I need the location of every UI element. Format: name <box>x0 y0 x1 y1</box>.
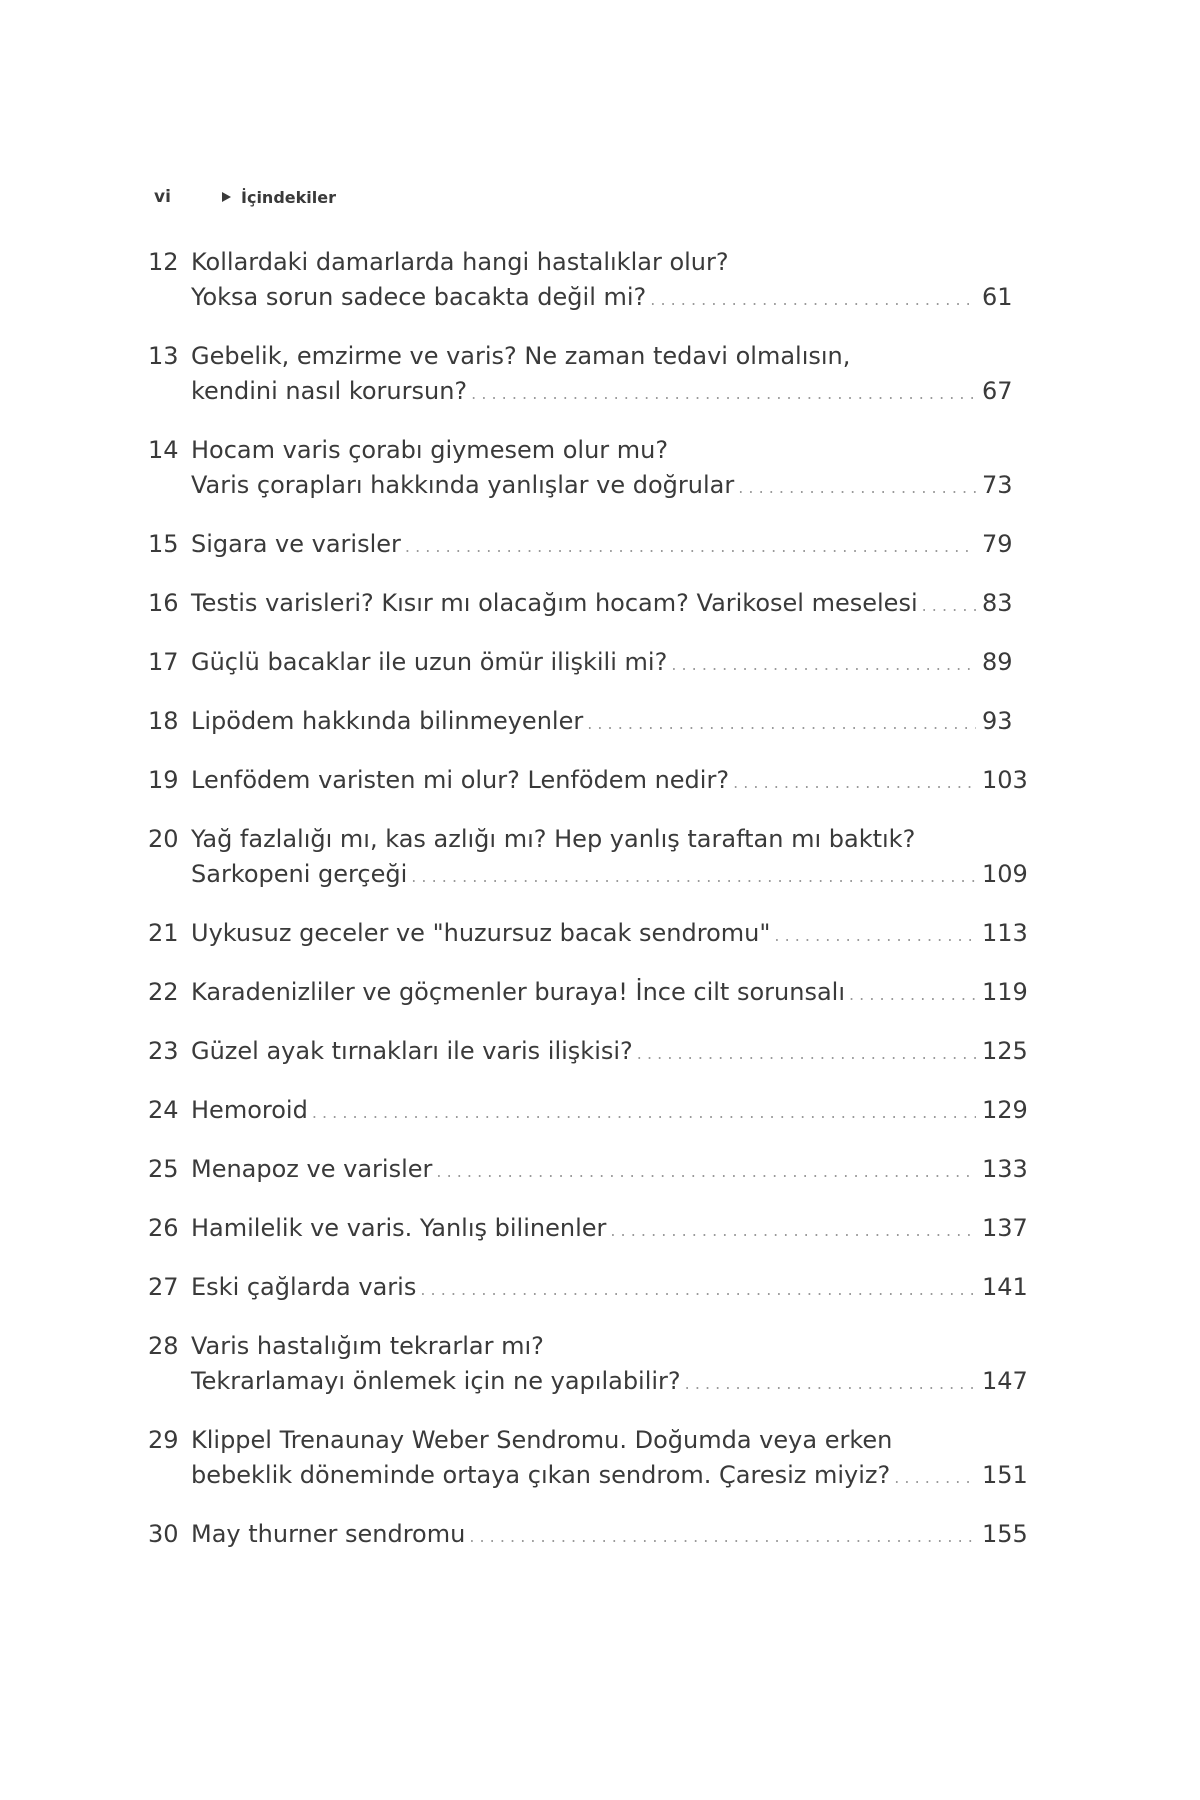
chapter-title-text: Lenfödem varisten mi olur? Lenfödem nedir? <box>191 766 730 794</box>
chapter-title-text: Güzel ayak tırnakları ile varis ilişkisi? <box>191 1037 633 1065</box>
dot-leader <box>894 1460 976 1495</box>
chapter-title-text: bebeklik döneminde ortaya çıkan sendrom. Çaresiz miyiz? <box>191 1461 891 1489</box>
page-number: 147 <box>982 1367 1028 1395</box>
chapter-title-line <box>191 975 1034 1012</box>
chapter-title-block <box>191 763 1034 800</box>
page-folio: vi <box>154 187 171 207</box>
chapter-title-text: May thurner sendromu <box>191 1520 466 1548</box>
chapter-number: 23 <box>148 1037 179 1065</box>
chapter-number: 27 <box>148 1273 179 1301</box>
chapter-title-text: Klippel Trenaunay Weber Sendromu. Doğumda veya erken <box>191 1426 893 1454</box>
page-number: 83 <box>982 589 1013 617</box>
toc-entry[interactable] <box>148 1152 1034 1189</box>
chapter-title-block <box>191 822 1034 894</box>
chapter-title-text: Sarkopeni gerçeği <box>191 860 408 888</box>
dot-leader <box>774 918 976 953</box>
chapter-title-line <box>191 704 1034 741</box>
chapter-title-block <box>191 527 1034 564</box>
chapter-title-line <box>191 1211 1034 1248</box>
chapter-title-line <box>191 586 1034 623</box>
chapter-title-line <box>191 1034 1034 1071</box>
chapter-number: 24 <box>148 1096 179 1124</box>
chapter-title-block <box>191 1152 1034 1189</box>
chapter-title-text: Menapoz ve varisler <box>191 1155 433 1183</box>
chapter-title-text: Testis varisleri? Kısır mı olacağım hocam? Varikosel meselesi <box>191 589 918 617</box>
chapter-title-block <box>191 916 1034 953</box>
toc-entry[interactable] <box>148 763 1034 800</box>
chapter-number: 28 <box>148 1332 179 1360</box>
page-number: 129 <box>982 1096 1028 1124</box>
toc-entry[interactable] <box>148 1093 1034 1130</box>
page-number: 133 <box>982 1155 1028 1183</box>
chapter-title-block <box>191 245 1034 317</box>
running-head <box>154 184 336 210</box>
dot-leader <box>922 588 976 623</box>
chapter-title-line <box>191 468 1034 505</box>
dot-leader <box>420 1272 976 1307</box>
page-number: 119 <box>982 978 1028 1006</box>
chapter-title-block <box>191 339 1034 411</box>
toc-entry[interactable] <box>148 245 1034 317</box>
dot-leader <box>436 1154 976 1189</box>
chapter-title-block <box>191 975 1034 1012</box>
chapter-title-line <box>191 763 1034 800</box>
page-number: 89 <box>982 648 1013 676</box>
toc-entry[interactable] <box>148 645 1034 682</box>
chapter-title-line <box>191 1329 1034 1364</box>
dot-leader <box>405 529 976 564</box>
toc-entry[interactable] <box>148 916 1034 953</box>
toc-entry[interactable] <box>148 586 1034 623</box>
chapter-number: 22 <box>148 978 179 1006</box>
chapter-title-line <box>191 433 1034 468</box>
chapter-title-line <box>191 1364 1034 1401</box>
toc-entry[interactable] <box>148 822 1034 894</box>
dot-leader <box>671 647 976 682</box>
chapter-number: 17 <box>148 648 179 676</box>
chapter-number: 14 <box>148 436 179 464</box>
section-title: İçindekiler <box>241 187 336 207</box>
chapter-title-line <box>191 645 1034 682</box>
chapter-title-line <box>191 857 1034 894</box>
chapter-title-line <box>191 1458 1034 1495</box>
chapter-title-text: Hemoroid <box>191 1096 308 1124</box>
dot-leader <box>685 1366 976 1401</box>
toc-entry[interactable] <box>148 1423 1034 1495</box>
toc-entry[interactable] <box>148 1211 1034 1248</box>
chapter-title-line <box>191 916 1034 953</box>
table-of-contents <box>148 245 1034 1576</box>
chapter-title-block <box>191 1093 1034 1130</box>
chapter-title-text: Varis hastalığım tekrarlar mı? <box>191 1332 544 1360</box>
chapter-number: 26 <box>148 1214 179 1242</box>
triangle-marker-icon <box>222 192 231 202</box>
chapter-number: 18 <box>148 707 179 735</box>
chapter-title-text: Yoksa sorun sadece bacakta değil mi? <box>191 283 647 311</box>
toc-entry[interactable] <box>148 527 1034 564</box>
page-number: 79 <box>982 530 1013 558</box>
chapter-number: 15 <box>148 530 179 558</box>
page-number: 73 <box>982 471 1013 499</box>
dot-leader <box>650 282 976 317</box>
dot-leader <box>312 1095 976 1130</box>
chapter-title-block <box>191 433 1034 505</box>
page-number: 113 <box>982 919 1028 947</box>
chapter-title-text: Varis çorapları hakkında yanlışlar ve doğrular <box>191 471 735 499</box>
chapter-title-line <box>191 527 1034 564</box>
chapter-title-block <box>191 586 1034 623</box>
chapter-title-block <box>191 1211 1034 1248</box>
chapter-title-line <box>191 822 1034 857</box>
toc-entry[interactable] <box>148 1270 1034 1307</box>
chapter-title-line <box>191 1517 1034 1554</box>
chapter-title-line <box>191 1093 1034 1130</box>
chapter-number: 13 <box>148 342 179 370</box>
dot-leader <box>411 859 976 894</box>
chapter-title-text: Tekrarlamayı önlemek için ne yapılabilir? <box>191 1367 681 1395</box>
dot-leader <box>471 376 976 411</box>
chapter-title-text: Kollardaki damarlarda hangi hastalıklar olur? <box>191 248 729 276</box>
chapter-title-line <box>191 280 1034 317</box>
chapter-title-text: kendini nasıl korursun? <box>191 377 468 405</box>
page-number: 125 <box>982 1037 1028 1065</box>
chapter-title-text: Karadenizliler ve göçmenler buraya! İnce cilt sorunsalı <box>191 978 845 1006</box>
toc-entry[interactable] <box>148 704 1034 741</box>
chapter-title-text: Eski çağlarda varis <box>191 1273 417 1301</box>
chapter-title-line <box>191 374 1034 411</box>
page-number: 151 <box>982 1461 1028 1489</box>
page-number: 61 <box>982 283 1013 311</box>
dot-leader <box>587 706 976 741</box>
chapter-number: 16 <box>148 589 179 617</box>
chapter-title-text: Hamilelik ve varis. Yanlış bilinenler <box>191 1214 607 1242</box>
chapter-title-block <box>191 645 1034 682</box>
page-number: 155 <box>982 1520 1028 1548</box>
chapter-title-block <box>191 1423 1034 1495</box>
chapter-title-text: Güçlü bacaklar ile uzun ömür ilişkili mi? <box>191 648 668 676</box>
chapter-title-block <box>191 1517 1034 1554</box>
toc-entry[interactable] <box>148 975 1034 1012</box>
dot-leader <box>469 1519 976 1554</box>
chapter-number: 19 <box>148 766 179 794</box>
chapter-title-block <box>191 704 1034 741</box>
chapter-title-block <box>191 1270 1034 1307</box>
toc-entry[interactable] <box>148 1329 1034 1401</box>
chapter-number: 12 <box>148 248 179 276</box>
page-number: 67 <box>982 377 1013 405</box>
toc-entry[interactable] <box>148 339 1034 411</box>
dot-leader <box>733 765 976 800</box>
chapter-title-block <box>191 1034 1034 1071</box>
dot-leader <box>738 470 976 505</box>
toc-entry[interactable] <box>148 1517 1034 1554</box>
page-number: 109 <box>982 860 1028 888</box>
toc-entry[interactable] <box>148 1034 1034 1071</box>
chapter-title-text: Yağ fazlalığı mı, kas azlığı mı? Hep yanlış taraftan mı baktık? <box>191 825 916 853</box>
chapter-number: 30 <box>148 1520 179 1548</box>
toc-entry[interactable] <box>148 433 1034 505</box>
dot-leader <box>849 977 976 1012</box>
chapter-title-block <box>191 1329 1034 1401</box>
chapter-number: 25 <box>148 1155 179 1183</box>
page-number: 137 <box>982 1214 1028 1242</box>
chapter-title-line <box>191 1270 1034 1307</box>
chapter-number: 29 <box>148 1426 179 1454</box>
page-number: 103 <box>982 766 1028 794</box>
chapter-title-line <box>191 1152 1034 1189</box>
chapter-title-line <box>191 245 1034 280</box>
chapter-number: 20 <box>148 825 179 853</box>
page-number: 93 <box>982 707 1013 735</box>
chapter-title-text: Gebelik, emzirme ve varis? Ne zaman tedavi olmalısın, <box>191 342 851 370</box>
chapter-title-text: Uykusuz geceler ve "huzursuz bacak sendromu" <box>191 919 771 947</box>
chapter-title-text: Hocam varis çorabı giymesem olur mu? <box>191 436 669 464</box>
chapter-title-line <box>191 1423 1034 1458</box>
chapter-title-text: Lipödem hakkında bilinmeyenler <box>191 707 584 735</box>
dot-leader <box>637 1036 976 1071</box>
page-number: 141 <box>982 1273 1028 1301</box>
chapter-number: 21 <box>148 919 179 947</box>
chapter-title-line <box>191 339 1034 374</box>
chapter-title-text: Sigara ve varisler <box>191 530 401 558</box>
dot-leader <box>610 1213 976 1248</box>
